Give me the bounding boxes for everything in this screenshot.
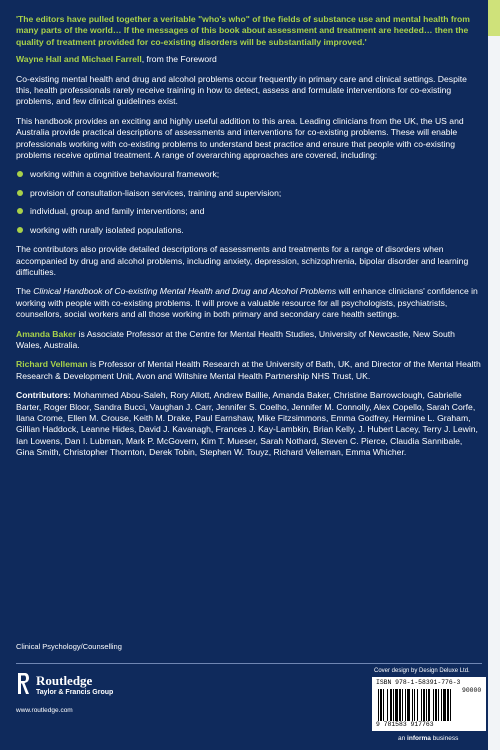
quote-attribution bbox=[16, 54, 482, 65]
informa-tagline: an informa business bbox=[398, 735, 459, 742]
list-item: individual, group and family interventions; and bbox=[16, 206, 482, 217]
list-item: working within a cognitive behavioural framework; bbox=[16, 169, 482, 180]
barcode-icon bbox=[378, 689, 478, 721]
editor-name: Amanda Baker bbox=[16, 328, 77, 339]
blurb-content bbox=[16, 14, 482, 467]
attribution-source: , from the Foreword bbox=[141, 54, 217, 65]
divider bbox=[16, 663, 482, 664]
contributors-list: Contributors: Mohammed Abou-Saleh, Rory Allott, Andrew Baillie, Amanda Baker, Christine Barrowclough, Gabrielle Barter, Roger Bloor, Sandra Bucci, Vaughan J. Carr, Jennifer S. Coelho, Jennifer M. Connolly, Alex Copello, Sarah Corfe, Ilana Crome, Ellen M. Crouse, Keith M. Drake, Paul Earnshaw, Mike Fitzsimmons, Emma Godfrey, Hermine L. Graham, Gillian Haddock, Leanne Hides, David J. Kavanagh, Frances J. Kay-Lambkin, Brian Kelly, J. Hubert Lacey, Terry J. Lewin, Ian Lowens, Dan I. Lubman, Mark P. McGovern, Kim T. Mueser, Sarah Nothard, Steven C. Pierce, Claudia Sannibale, Gina Smith, Christopher Thornton, Derek Tobin, Stephen W. Touyz, Richard Velleman, Emma Whicher. bbox=[16, 390, 478, 458]
isbn-label: ISBN 978-1-58391-776-3 bbox=[376, 679, 461, 686]
price-code: 90000 bbox=[462, 687, 482, 694]
disorders-paragraph: The contributors also provide detailed descriptions of assessments and treatments for a range of disorders when accompanied by drug and alcohol problems, including anxiety, depression, schizophrenia, bipolar disorder and learning difficulties. bbox=[16, 244, 469, 277]
contributors-label: Contributors: bbox=[16, 390, 71, 401]
barcode-panel bbox=[372, 677, 486, 731]
editor-bio: Amanda Baker is Associate Professor at the Centre for Mental Health Studies, University of Newcastle, New South Wales, Australia. bbox=[16, 328, 455, 350]
handbook-description: This handbook provides an exciting and highly useful addition to this area. Leading clinicians from the UK, the US and Australia provide practical descriptions of assessments and interventions for co-existing problems. These will enable professionals working with co-existing problems to understand best practice and ensure that people with co-existing problems receive optimal treatment. A range of overarching approaches are covered, including: bbox=[16, 115, 464, 161]
cover-credit: Cover design by Design Deluxe Ltd. bbox=[374, 668, 470, 674]
book-title: Clinical Handbook of Co-existing Mental Health and Drug and Alcohol Problems bbox=[33, 286, 337, 297]
editor-bio: Richard Velleman is Professor of Mental Health Research at the University of Bath, UK, and Director of the Mental Health Research & Development Unit, Avon and Wiltshire Mental Health Partnership NHS Trust, UK. bbox=[16, 359, 481, 381]
publisher-group: Taylor & Francis Group bbox=[36, 689, 114, 696]
list-item: working with rurally isolated populations. bbox=[16, 225, 482, 236]
bullet-icon bbox=[17, 208, 23, 214]
bullet-icon bbox=[17, 227, 23, 233]
publisher-website: www.routledge.com bbox=[16, 707, 73, 714]
bullet-icon bbox=[17, 190, 23, 196]
bullet-icon bbox=[17, 171, 23, 177]
spine-accent bbox=[488, 0, 500, 36]
editor-name: Richard Velleman bbox=[16, 359, 88, 370]
publisher-name: Routledge bbox=[36, 673, 93, 688]
subject-category: Clinical Psychology/Counselling bbox=[16, 642, 122, 651]
routledge-logo-icon bbox=[16, 672, 30, 696]
intro-paragraph: Co-existing mental health and drug and alcohol problems occur frequently in primary care and clinical settings. Despite this, health professionals rarely receive training in how to detect, assess and formulate interventions for co-existing problems, and few clinical guidelines exist. bbox=[16, 73, 467, 107]
approaches-list bbox=[16, 169, 482, 236]
barcode-number: 9 781583 917763 bbox=[376, 721, 434, 728]
handbook-paragraph: The Clinical Handbook of Co-existing Mental Health and Drug and Alcohol Problems will enhance clinicians' confidence in working with people with co-existing problems. It will prove a valuable resource for all psychologists, psychiatrists, counsellors, social workers and all those working in both primary and secondary care health settings. bbox=[16, 286, 478, 320]
spine-edge bbox=[488, 0, 500, 750]
foreword-quote: 'The editors have pulled together a veritable "who's who" of the fields of substance use and mental health from many parts of the world… If the messages of this book about assessment and treatment are heeded… then the quality of treatment provided for co-existing disorders will be substantially improved.' bbox=[16, 14, 470, 47]
list-item: provision of consultation-liaison services, training and supervision; bbox=[16, 188, 482, 199]
attribution-names: Wayne Hall and Michael Farrell bbox=[16, 54, 142, 65]
